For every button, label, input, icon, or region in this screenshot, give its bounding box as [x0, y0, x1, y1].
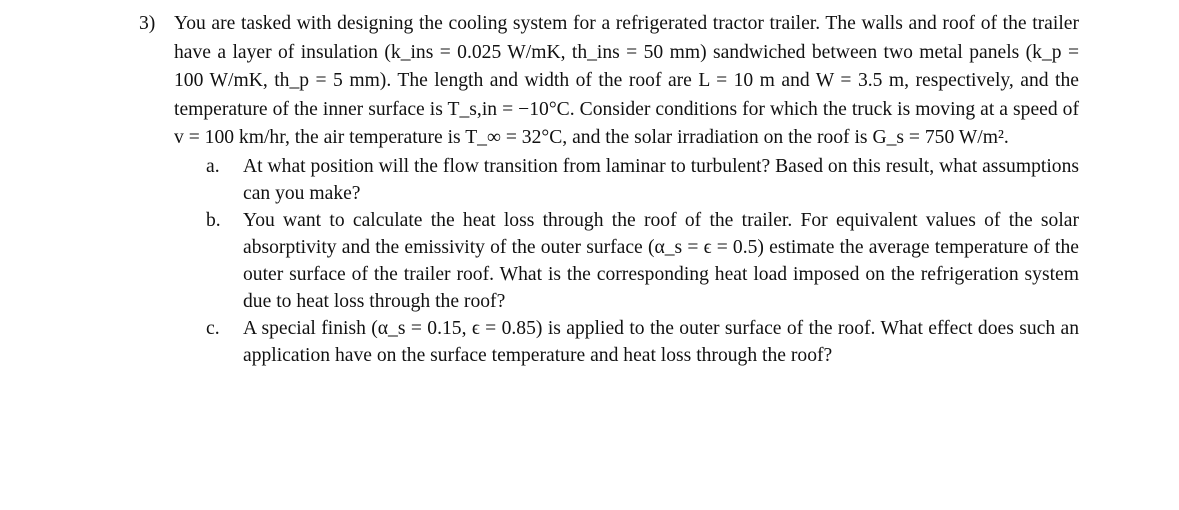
problem-number: 3): [139, 13, 156, 34]
part-a-letter: a.: [206, 155, 220, 177]
problem-3: [139, 10, 1079, 369]
part-c: [139, 315, 1079, 369]
problem-stem: You are tasked with designing the cooling system for a refrigerated tractor trailer. The walls and roof of the trailer have a layer of insulation (k_ins = 0.025 W/mK, th_ins = 50 mm) sandwiched between two metal panels (k_p = 100 W/mK, th_p = 5 mm). The length and width of the roof are L = 10 m and W = 3.5 m, respectively, and the temperature of the inner surface is T_s,in = −10°C. Consider conditions for which the truck is moving at a speed of v = 100 km/hr, the air temperature is T_∞ = 32°C, and the solar irradiation on the roof is G_s = 750 W/m².: [174, 13, 1079, 148]
part-a: [139, 153, 1079, 207]
part-c-text: A special finish (α_s = 0.15, ϵ = 0.85) is applied to the outer surface of the roof. What effect does such an application have on the surface temperature and heat loss through the roof?: [243, 317, 1079, 366]
part-a-text: At what position will the flow transition from laminar to turbulent? Based on this result, what assumptions can you make?: [243, 155, 1079, 204]
part-b: [139, 207, 1079, 315]
part-b-letter: b.: [206, 209, 221, 231]
part-b-text: You want to calculate the heat loss through the roof of the trailer. For equivalent values of the solar absorptivity and the emissivity of the outer surface (α_s = ϵ = 0.5) estimate the average temperature of the outer surface of the trailer roof. What is the corresponding heat load imposed on the refrigeration system due to heat loss through the roof?: [243, 209, 1079, 312]
part-c-letter: c.: [206, 317, 220, 339]
